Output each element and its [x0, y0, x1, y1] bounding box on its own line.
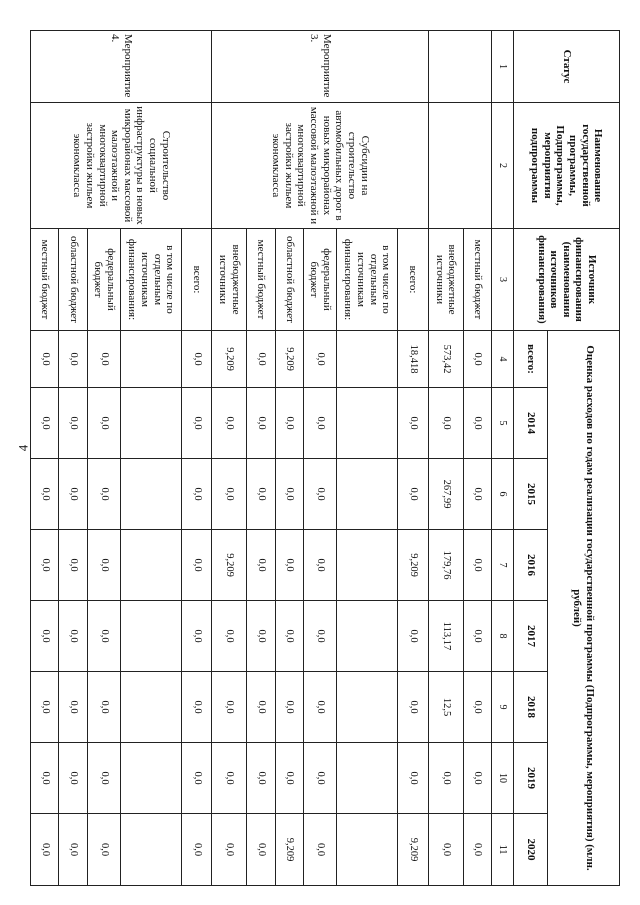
source-cell: в том числе по отдельным источникам финансирования: [337, 229, 398, 331]
value-cell: 9,209 [275, 814, 303, 886]
value-cell: 0,0 [212, 814, 247, 886]
value-cell: 267,99 [428, 459, 463, 530]
source-cell: областной бюджет [275, 229, 303, 331]
value-cell: 18,418 [398, 331, 429, 388]
value-cell: 573,42 [428, 331, 463, 388]
value-cell: 0,0 [31, 601, 60, 672]
status-cell: Мероприятие 3. [212, 31, 428, 103]
value-cell: 0,0 [87, 388, 120, 459]
column-index: 10 [492, 743, 514, 814]
value-cell: 0,0 [247, 601, 275, 672]
header-estimate: Оценка расходов по годам реализации государственной программы (Подпрограммы, мероприятия) (млн. рублей) [548, 331, 620, 886]
value-cell: 0,0 [59, 459, 87, 530]
source-cell: местный бюджет [31, 229, 60, 331]
value-cell: 0,0 [463, 331, 491, 388]
value-cell: 0,0 [59, 331, 87, 388]
value-cell: 9,209 [212, 530, 247, 601]
value-cell: 9,209 [212, 331, 247, 388]
header-year-2018: 2018 [514, 672, 548, 743]
value-cell: 0,0 [212, 601, 247, 672]
value-cell: 0,0 [181, 601, 212, 672]
value-cell: 0,0 [398, 459, 429, 530]
name-cell: Строительство социальной инфраструктуры в новых микрорайонах массовой малоэтажной и многоквартирной застройки жильем экономкласса [31, 103, 212, 229]
value-cell: 0,0 [212, 388, 247, 459]
column-index: 11 [492, 814, 514, 886]
value-cell: 0,0 [398, 388, 429, 459]
header-year-2020: 2020 [514, 814, 548, 886]
value-cell: 0,0 [304, 814, 337, 886]
value-cell: 0,0 [398, 601, 429, 672]
source-cell: всего: [398, 229, 429, 331]
value-cell: 12,5 [428, 672, 463, 743]
value-cell [337, 814, 398, 886]
value-cell: 0,0 [87, 331, 120, 388]
value-cell: 0,0 [275, 459, 303, 530]
value-cell: 0,0 [463, 672, 491, 743]
value-cell [337, 743, 398, 814]
value-cell: 0,0 [304, 331, 337, 388]
value-cell: 0,0 [87, 601, 120, 672]
value-cell: 0,0 [247, 743, 275, 814]
value-cell: 0,0 [398, 743, 429, 814]
status-cell [428, 31, 491, 103]
value-cell: 0,0 [304, 601, 337, 672]
header-status: Статус [514, 31, 620, 103]
value-cell: 0,0 [31, 388, 60, 459]
source-cell: всего: [181, 229, 212, 331]
value-cell: 0,0 [181, 388, 212, 459]
column-index: 4 [492, 331, 514, 388]
value-cell [121, 743, 182, 814]
value-cell [121, 814, 182, 886]
column-index: 7 [492, 530, 514, 601]
value-cell: 0,0 [463, 743, 491, 814]
value-cell: 0,0 [59, 672, 87, 743]
header-year-2019: 2019 [514, 743, 548, 814]
value-cell [337, 672, 398, 743]
value-cell: 0,0 [304, 388, 337, 459]
name-cell [428, 103, 491, 229]
source-cell: местный бюджет [463, 229, 491, 331]
value-cell: 0,0 [31, 530, 60, 601]
value-cell: 0,0 [87, 459, 120, 530]
value-cell: 0,0 [59, 601, 87, 672]
value-cell: 0,0 [398, 672, 429, 743]
value-cell: 0,0 [247, 331, 275, 388]
value-cell: 0,0 [275, 601, 303, 672]
value-cell [121, 331, 182, 388]
value-cell: 0,0 [31, 672, 60, 743]
value-cell [121, 459, 182, 530]
column-index: 1 [492, 31, 514, 103]
value-cell: 0,0 [181, 743, 212, 814]
value-cell [337, 388, 398, 459]
header-name: Наименование государственной программы, Подпрограммы, мероприятия подпрограммы [514, 103, 620, 229]
column-index: 2 [492, 103, 514, 229]
value-cell: 0,0 [247, 530, 275, 601]
column-index: 8 [492, 601, 514, 672]
value-cell [121, 530, 182, 601]
value-cell: 0,0 [463, 530, 491, 601]
header-total: всего: [514, 331, 548, 388]
column-index: 6 [492, 459, 514, 530]
value-cell: 9,209 [398, 530, 429, 601]
column-index: 3 [492, 229, 514, 331]
value-cell: 0,0 [275, 530, 303, 601]
source-cell: областной бюджет [59, 229, 87, 331]
value-cell: 0,0 [304, 530, 337, 601]
value-cell: 0,0 [31, 459, 60, 530]
value-cell: 0,0 [247, 459, 275, 530]
value-cell [121, 601, 182, 672]
name-cell: Субсидии на строительство автомобильных дорог в новых микрорайонах массовой малоэтажной и многоквартирной застройки жильем экономкласса [212, 103, 428, 229]
value-cell [337, 331, 398, 388]
source-cell: внебюджетные источники [428, 229, 463, 331]
budget-table [30, 30, 620, 886]
value-cell: 0,0 [304, 672, 337, 743]
value-cell: 0,0 [181, 672, 212, 743]
column-index: 9 [492, 672, 514, 743]
value-cell: 0,0 [275, 743, 303, 814]
value-cell: 0,0 [59, 743, 87, 814]
rotated-table-wrapper [30, 30, 620, 885]
value-cell: 9,209 [398, 814, 429, 886]
value-cell: 0,0 [275, 388, 303, 459]
value-cell [337, 601, 398, 672]
value-cell: 0,0 [181, 459, 212, 530]
value-cell [121, 388, 182, 459]
value-cell: 0,0 [275, 672, 303, 743]
source-cell: федеральный бюджет [87, 229, 120, 331]
value-cell: 0,0 [463, 459, 491, 530]
source-cell: местный бюджет [247, 229, 275, 331]
value-cell: 0,0 [463, 814, 491, 886]
value-cell: 0,0 [59, 530, 87, 601]
value-cell: 0,0 [181, 814, 212, 886]
value-cell: 0,0 [181, 331, 212, 388]
source-cell: внебюджетные источники [212, 229, 247, 331]
value-cell: 0,0 [304, 459, 337, 530]
value-cell: 0,0 [304, 743, 337, 814]
value-cell [337, 459, 398, 530]
value-cell: 0,0 [247, 388, 275, 459]
value-cell: 0,0 [428, 743, 463, 814]
value-cell: 0,0 [212, 459, 247, 530]
header-year-2014: 2014 [514, 388, 548, 459]
value-cell: 0,0 [212, 743, 247, 814]
value-cell: 0,0 [247, 814, 275, 886]
header-source: Источник финансирования (наименования источников финансирования) [514, 229, 620, 331]
value-cell: 179,76 [428, 530, 463, 601]
value-cell: 9,209 [275, 331, 303, 388]
source-cell: в том числе по отдельным источникам финансирования: [121, 229, 182, 331]
value-cell: 0,0 [463, 601, 491, 672]
value-cell [121, 672, 182, 743]
value-cell: 0,0 [463, 388, 491, 459]
page-number: 4 [15, 444, 31, 452]
header-year-2015: 2015 [514, 459, 548, 530]
status-cell: Мероприятие 4. [31, 31, 212, 103]
value-cell: 0,0 [59, 388, 87, 459]
value-cell: 0,0 [428, 814, 463, 886]
value-cell [337, 530, 398, 601]
header-year-2016: 2016 [514, 530, 548, 601]
value-cell: 0,0 [87, 672, 120, 743]
column-index: 5 [492, 388, 514, 459]
source-cell: федеральный бюджет [304, 229, 337, 331]
header-year-2017: 2017 [514, 601, 548, 672]
value-cell: 0,0 [428, 388, 463, 459]
value-cell: 0,0 [31, 743, 60, 814]
value-cell: 0,0 [31, 331, 60, 388]
value-cell: 0,0 [247, 672, 275, 743]
value-cell: 0,0 [87, 530, 120, 601]
value-cell: 113,17 [428, 601, 463, 672]
value-cell: 0,0 [59, 814, 87, 886]
value-cell: 0,0 [87, 743, 120, 814]
value-cell: 0,0 [31, 814, 60, 886]
value-cell: 0,0 [87, 814, 120, 886]
value-cell: 0,0 [212, 672, 247, 743]
value-cell: 0,0 [181, 530, 212, 601]
